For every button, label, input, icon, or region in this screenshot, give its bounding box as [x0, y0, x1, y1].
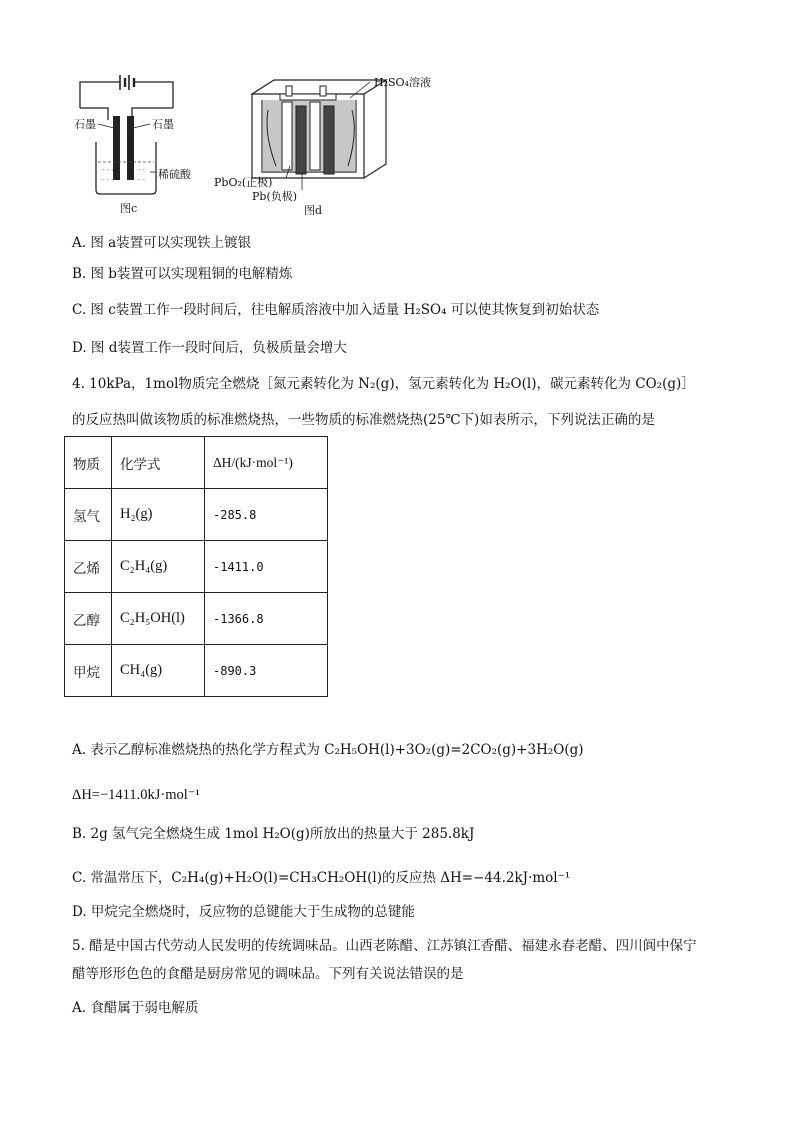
- svg-text:- - -: - - -: [102, 176, 114, 184]
- figure-c-label-solution: 稀硫酸: [158, 168, 191, 181]
- cell-name: 氢气: [65, 489, 112, 541]
- svg-text:- - -: - - -: [102, 166, 114, 174]
- q5-stem-line1: 5. 醋是中国古代劳动人民发明的传统调味品。山西老陈醋、江苏镇江香醋、福建永春老醋、四川阆中保宁: [72, 938, 697, 954]
- table-row: [65, 645, 328, 697]
- left-electrode: [113, 116, 120, 180]
- table-row: [65, 541, 328, 593]
- combustion-heat-table: [64, 436, 328, 697]
- right-electrode: [127, 116, 134, 180]
- header-formula: 化学式: [112, 437, 205, 489]
- svg-text:- -: - -: [138, 166, 145, 174]
- figure-d-caption: 图d: [304, 204, 323, 217]
- cell-dh: -285.8: [205, 489, 328, 541]
- cell-dh: -890.3: [205, 645, 328, 697]
- q3-option-a: A. 图 a装置可以实现铁上镀银: [72, 235, 252, 251]
- figure-d-label-solution: H₂SO₄溶液: [374, 76, 431, 89]
- figure-c-label-left: 石墨: [74, 118, 96, 131]
- q4-option-c: C. 常温常压下，C₂H₄(g)+H₂O(l)=CH₃CH₂OH(l)的反应热 ΔH=−44.2kJ·mol⁻¹: [72, 870, 571, 886]
- cell-name: 乙醇: [65, 593, 112, 645]
- q4-option-a-line1: A. 表示乙醇标准燃烧热的热化学方程式为 C₂H₅OH(l)+3O₂(g)=2CO₂(g)+3H₂O(g): [72, 742, 584, 758]
- header-dh: ΔH/(kJ·mol⁻¹): [205, 437, 328, 489]
- table-row: [65, 489, 328, 541]
- q4-stem-line1: 4. 10kPa，1mol物质完全燃烧［氮元素转化为 N₂(g)，氢元素转化为 H₂O(l)，碳元素转化为 CO₂(g)］: [72, 376, 695, 392]
- q4-stem-line2: 的反应热叫做该物质的标准燃烧热，一些物质的标准燃烧热(25℃下)如表所示，下列说法正确的是: [72, 412, 655, 428]
- q4-option-b: B. 2g 氢气完全燃烧生成 1mol H₂O(g)所放出的热量大于 285.8kJ: [72, 826, 475, 842]
- svg-text:- -: - -: [138, 176, 145, 184]
- q3-option-b: B. 图 b装置可以实现粗铜的电解精炼: [72, 266, 293, 282]
- table-header-row: [65, 437, 328, 489]
- cell-formula: C₂H₄(g): [112, 541, 205, 593]
- figure-d-label-negative: Pb(负极): [252, 190, 298, 203]
- header-substance: 物质: [65, 437, 112, 489]
- q3-option-c: C. 图 c装置工作一段时间后，往电解质溶液中加入适量 H₂SO₄ 可以使其恢复到初始状态: [72, 302, 600, 318]
- q5-option-a: A. 食醋属于弱电解质: [72, 1000, 199, 1016]
- cell-formula: H₂(g): [112, 489, 205, 541]
- table-row: [65, 593, 328, 645]
- q3-option-d: D. 图 d装置工作一段时间后，负极质量会增大: [72, 340, 347, 356]
- figure-c-caption: 图c: [120, 202, 138, 215]
- cell-dh: -1411.0: [205, 541, 328, 593]
- cell-formula: C₂H₅OH(l): [112, 593, 205, 645]
- cell-name: 乙烯: [65, 541, 112, 593]
- q4-option-a-line2: ΔH=−1411.0kJ·mol⁻¹: [72, 787, 200, 803]
- q5-stem-line2: 醋等形形色色的食醋是厨房常见的调味品。下列有关说法错误的是: [72, 966, 464, 982]
- cell-formula: CH₄(g): [112, 645, 205, 697]
- figure-c-label-right: 石墨: [152, 118, 174, 131]
- cell-dh: -1366.8: [205, 593, 328, 645]
- cell-name: 甲烷: [65, 645, 112, 697]
- q4-option-d: D. 甲烷完全燃烧时，反应物的总键能大于生成物的总键能: [72, 904, 415, 920]
- figure-d-label-positive: PbO₂(正极): [214, 176, 273, 189]
